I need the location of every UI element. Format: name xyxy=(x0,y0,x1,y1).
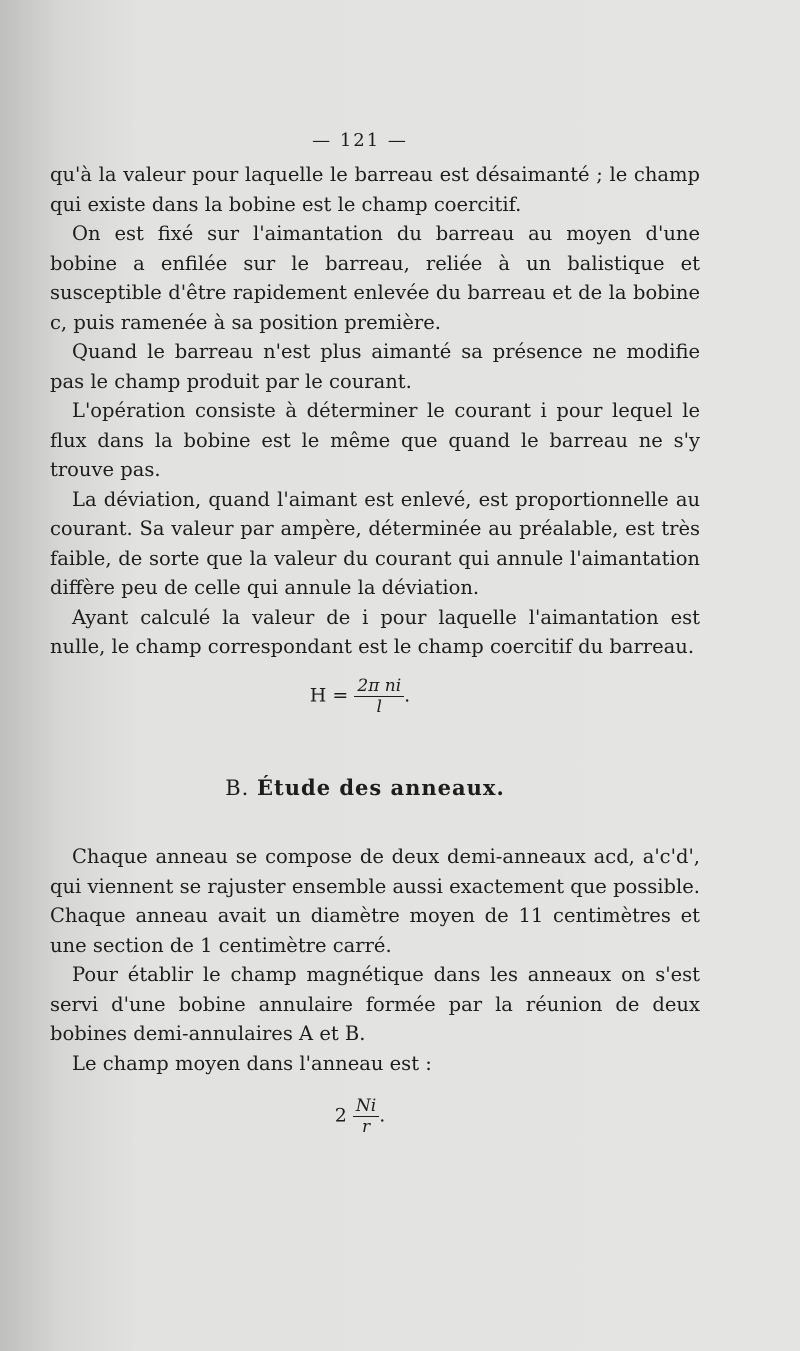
paragraph: Ayant calculé la valeur de i pour laquelle l'aimantation est nulle, le champ correspondant est le champ coercitif du barreau. xyxy=(50,605,700,658)
section-letter: B. xyxy=(225,776,250,800)
page-number: — 121 — xyxy=(312,130,408,151)
paragraph: Quand le barreau n'est plus aimanté sa présence ne modifie pas le champ produit par le courant. xyxy=(50,340,700,393)
formula-period: . xyxy=(379,1104,386,1127)
paragraph: La déviation, quand l'aimant est enlevé, est proportionnelle au courant. Sa valeur par ampère, déterminée au préalable, est très faible, de sorte que la valeur du courant qui annule l'aimantation diffère peu de celle qui annule la déviation. xyxy=(50,487,700,599)
paragraph: Chaque anneau se compose de deux demi-anneaux acd, a'c'd', qui viennent se rajuster ensemble aussi exactement que possible. Chaque anneau avait un diamètre moyen de 11 centimètres et une section de 1 centimètre carré. xyxy=(50,845,700,957)
paragraph: qu'à la valeur pour laquelle le barreau est désaimanté ; le champ qui existe dans la bobine est le champ coercitif. xyxy=(50,163,700,216)
fraction-denominator: r xyxy=(361,1117,371,1137)
paragraph: Le champ moyen dans l'anneau est : xyxy=(72,1051,432,1075)
paragraph: On est fixé sur l'aimantation du barreau au moyen d'une bobine a enfilée sur le barreau, reliée à un balistique et susceptible d'être rapidement enlevée du barreau et de la bobine c, puis ramenée à sa position première. xyxy=(50,222,700,334)
section-1-text xyxy=(50,160,700,662)
section-2-text xyxy=(50,842,700,1078)
fraction-numerator: Ni xyxy=(353,1096,379,1117)
formula-coefficient: 2 xyxy=(334,1104,347,1127)
section-heading-text: Étude des anneaux. xyxy=(257,775,505,800)
formula-lhs: H xyxy=(309,684,327,707)
formula-mean-field xyxy=(0,1096,720,1137)
formula-period: . xyxy=(404,684,411,707)
paragraph: L'opération consiste à déterminer le courant i pour lequel le flux dans la bobine est le même que quand le barreau ne s'y trouve pas. xyxy=(50,399,700,481)
fraction xyxy=(354,676,404,717)
fraction xyxy=(353,1096,379,1137)
paragraph: Pour établir le champ magnétique dans les anneaux on s'est servi d'une bobine annulaire formée par la réunion de deux bobines demi-annulaires A et B. xyxy=(50,963,700,1045)
fraction-numerator: 2π ni xyxy=(354,676,404,697)
formula-equals: = xyxy=(332,684,349,707)
section-heading xyxy=(0,775,730,800)
formula-coercive-field xyxy=(0,676,720,717)
fraction-denominator: l xyxy=(376,697,382,717)
